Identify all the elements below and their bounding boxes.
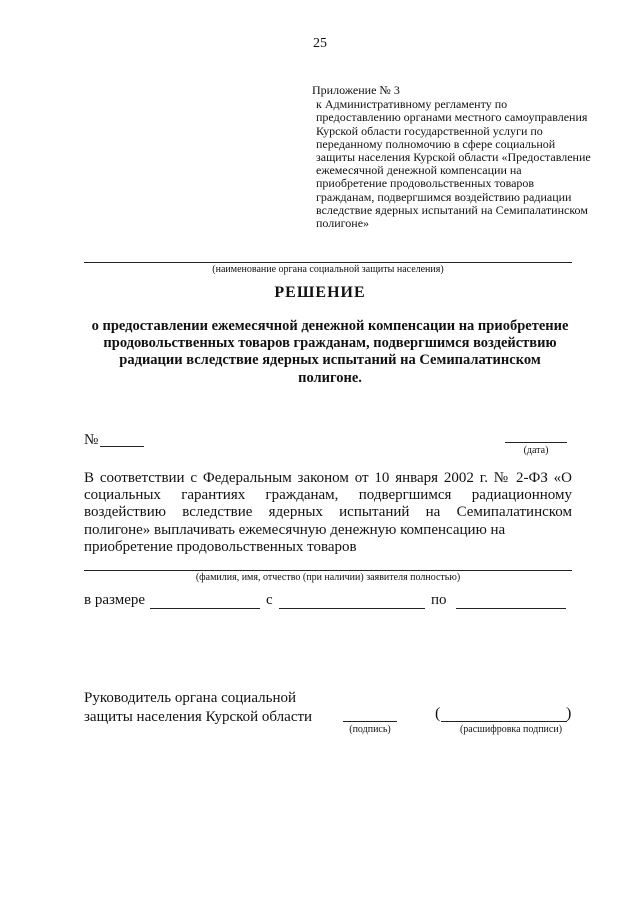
decode-signature-line bbox=[441, 721, 567, 722]
period-to-label: по bbox=[431, 592, 447, 608]
signature-caption: (подпись) bbox=[349, 724, 391, 735]
organ-name-caption: (наименование органа социальной защиты населения) bbox=[212, 264, 444, 275]
applicant-caption: (фамилия, имя, отчество (при наличии) заявителя полностью) bbox=[195, 572, 461, 583]
signer-title bbox=[84, 689, 312, 727]
appendix-heading: Приложение № 3 bbox=[312, 83, 400, 97]
amount-label: в размере bbox=[84, 592, 146, 608]
signature-line bbox=[343, 721, 397, 722]
period-from-label: с bbox=[266, 592, 273, 608]
signer-title-line2: защиты населения Курской области bbox=[84, 709, 313, 725]
period-from-field-line bbox=[279, 608, 425, 609]
body-paragraph bbox=[84, 470, 572, 556]
body-last-line: приобретение продовольственных товаров bbox=[84, 538, 357, 555]
page-number: 25 bbox=[313, 36, 327, 51]
applicant-line bbox=[84, 570, 572, 571]
amount-field-line bbox=[150, 608, 260, 609]
organ-name-line bbox=[84, 262, 572, 263]
appendix-text: к Административному регламенту по предоставлению органами местного самоуправления Курской области государственной услуги по переданному полномочию в сфере социальной защиты населения Курской области «Предоставление ежемесячной денежной компенсации на приобретение продовольственных товаров гражданам, подвергшимся воздействию радиации вследствие ядерных испытаний на Семипалатинском полигоне» bbox=[316, 97, 591, 231]
body-main-text: В соответствии с Федеральным законом от 10 января 2002 г. № 2-ФЗ «О социальных гарантиях гражданам, подвергшимся радиационному воздействию вследствие ядерных испытаний на Семипалатинском полигоне» выплачивать ежемесячную денежную компенсацию на bbox=[84, 470, 572, 538]
decision-number-label: № bbox=[84, 432, 99, 448]
signer-title-line1: Руководитель органа социальной bbox=[84, 690, 296, 706]
period-to-field-line bbox=[456, 608, 566, 609]
date-caption: (дата) bbox=[523, 445, 549, 456]
decode-signature-caption: (расшифровка подписи) bbox=[459, 724, 563, 735]
document-title: РЕШЕНИЕ bbox=[274, 284, 366, 301]
decision-number-line bbox=[100, 446, 144, 447]
date-line bbox=[505, 442, 567, 443]
appendix-block bbox=[312, 84, 592, 230]
document-subtitle: о предоставлении ежемесячной денежной компенсации на приобретение продовольственных товаров гражданам, подвергшимся воздействию радиации вследствие ядерных испытаний на Семипалатинском полигоне. bbox=[91, 318, 569, 386]
decode-open-paren: ( bbox=[435, 705, 441, 722]
decode-close-paren: ) bbox=[566, 705, 572, 722]
